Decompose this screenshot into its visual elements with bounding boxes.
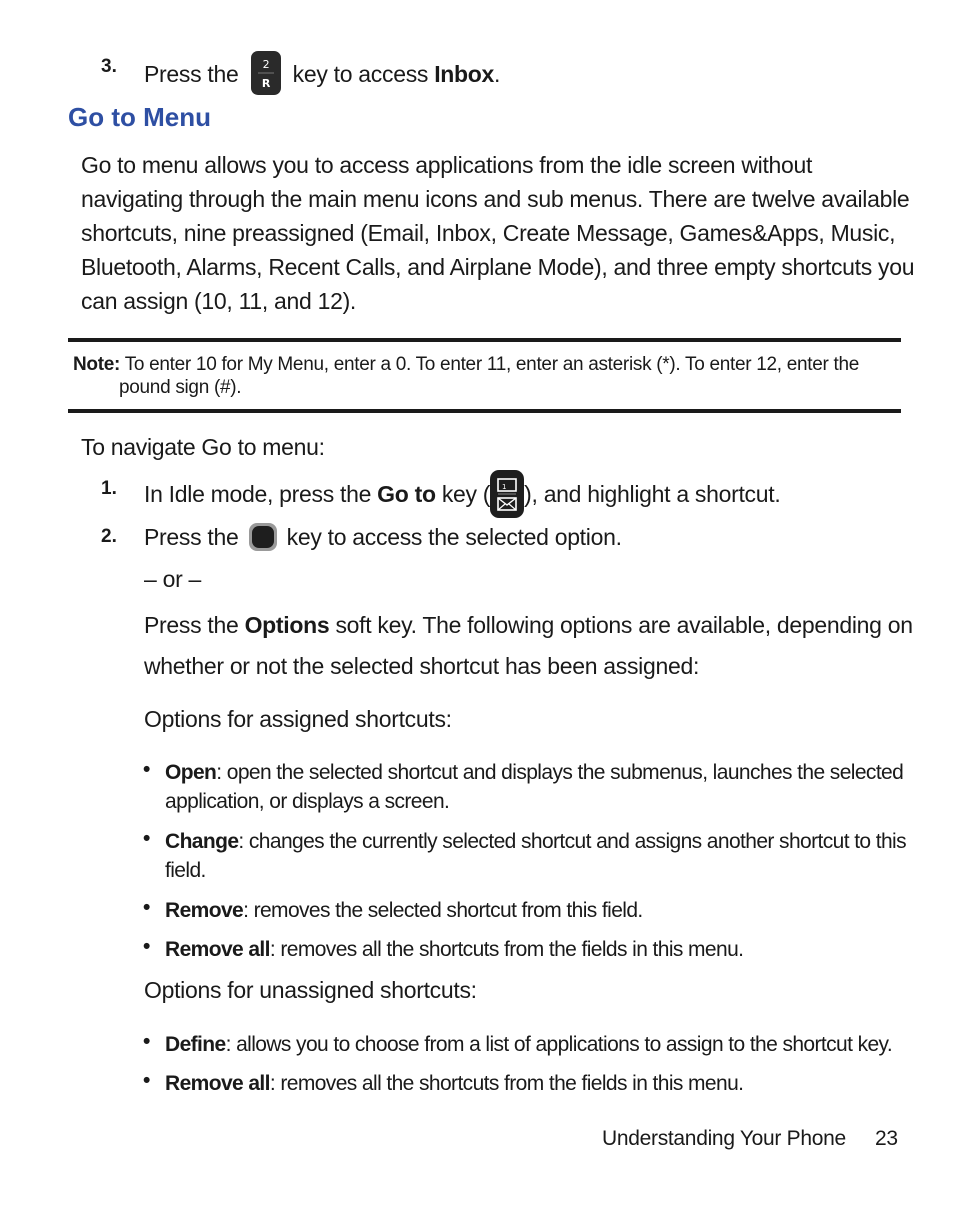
unassigned-heading: Options for unassigned shortcuts: bbox=[144, 977, 477, 1003]
step-number: 2. bbox=[101, 526, 117, 547]
assigned-heading: Options for assigned shortcuts: bbox=[144, 706, 452, 732]
page-number: 23 bbox=[875, 1127, 898, 1150]
step-text: In Idle mode, press the bbox=[144, 481, 372, 508]
bullet-item bbox=[165, 1069, 743, 1098]
bullet-item bbox=[165, 758, 903, 816]
bullet-icon: • bbox=[143, 1069, 151, 1092]
bullet-desc: : removes all the shortcuts from the fields in this menu. bbox=[269, 938, 744, 961]
para-text: Press the bbox=[144, 612, 239, 638]
inbox-label: Inbox bbox=[434, 61, 495, 88]
svg-text:R: R bbox=[261, 77, 270, 90]
para-text: soft key. The following options are available, depending on bbox=[335, 612, 913, 638]
bullet-icon: • bbox=[143, 758, 151, 781]
bullet-item bbox=[165, 1030, 892, 1059]
bullet-desc: : allows you to choose from a list of applications to assign to the shortcut key. bbox=[225, 1033, 893, 1056]
step-text: Press the bbox=[144, 524, 239, 550]
bullet-term: Remove bbox=[165, 899, 244, 922]
bullet-item bbox=[165, 935, 743, 964]
intro-line: can assign (10, 11, and 12). bbox=[81, 288, 357, 314]
select-key-icon bbox=[249, 523, 277, 551]
step-text: key ( bbox=[441, 481, 491, 508]
bullet-desc: : changes the currently selected shortcut and assigns another shortcut to this bbox=[238, 830, 907, 853]
bullet-desc: field. bbox=[165, 859, 206, 882]
footer-section-title: Understanding Your Phone bbox=[602, 1127, 846, 1150]
intro-line: navigating through the main menu icons and sub menus. There are twelve available bbox=[81, 186, 910, 212]
or-separator: – or – bbox=[144, 566, 202, 592]
note-label: Note: bbox=[73, 354, 121, 375]
note bbox=[73, 353, 859, 399]
step-text: Press the bbox=[144, 61, 239, 88]
note-text: pound sign (#). bbox=[119, 377, 242, 398]
options-label: Options bbox=[244, 612, 330, 638]
bullet-desc: : removes the selected shortcut from this field. bbox=[243, 899, 643, 922]
bullet-term: Remove all bbox=[165, 1072, 270, 1095]
bullet-term: Open bbox=[165, 761, 217, 784]
step-3-text bbox=[144, 54, 500, 98]
bullet-term: Change bbox=[165, 830, 239, 853]
step-2-text bbox=[144, 520, 622, 554]
intro-line: Go to menu allows you to access applications from the idle screen without bbox=[81, 152, 813, 178]
step-1 bbox=[101, 478, 117, 500]
options-paragraph bbox=[144, 605, 913, 687]
go-to-key-icon bbox=[490, 470, 524, 518]
bullet-term: Remove all bbox=[165, 938, 270, 961]
intro-line: Bluetooth, Alarms, Recent Calls, and Airplane Mode), and three empty shortcuts you bbox=[81, 254, 915, 280]
step-text: ), and highlight a shortcut. bbox=[524, 481, 781, 508]
step-2 bbox=[101, 526, 117, 548]
intro-paragraph bbox=[81, 148, 914, 318]
bullet-item bbox=[165, 896, 643, 925]
2-r-key-icon bbox=[251, 51, 281, 95]
step-1-text bbox=[144, 472, 780, 520]
bullet-desc: application, or displays a screen. bbox=[165, 790, 450, 813]
note-top-rule bbox=[68, 338, 901, 342]
bullet-icon: • bbox=[143, 935, 151, 958]
step-text: key to access the selected option. bbox=[286, 524, 622, 550]
step-number: 1. bbox=[101, 478, 117, 499]
step-text: key to access bbox=[292, 61, 429, 88]
note-text: To enter 10 for My Menu, enter a 0. To enter 11, enter an asterisk (*). To enter 12, enter the bbox=[124, 354, 860, 375]
bullet-term: Define bbox=[165, 1033, 226, 1056]
bullet-desc: : removes all the shortcuts from the fields in this menu. bbox=[269, 1072, 744, 1095]
bullet-desc: : open the selected shortcut and displays the submenus, launches the selected bbox=[216, 761, 904, 784]
svg-text:2: 2 bbox=[262, 58, 269, 71]
step-3 bbox=[101, 56, 117, 78]
go-to-label: Go to bbox=[377, 481, 436, 508]
para-text: whether or not the selected shortcut has been assigned: bbox=[144, 653, 700, 679]
note-bottom-rule bbox=[68, 409, 901, 413]
bullet-icon: • bbox=[143, 1030, 151, 1053]
bullet-item bbox=[165, 827, 906, 885]
bullet-icon: • bbox=[143, 827, 151, 850]
section-heading: Go to Menu bbox=[68, 102, 211, 132]
svg-text:1: 1 bbox=[502, 483, 507, 491]
step-number: 3. bbox=[101, 56, 117, 77]
step-text: . bbox=[494, 61, 501, 88]
navigate-intro: To navigate Go to menu: bbox=[81, 434, 325, 460]
intro-line: shortcuts, nine preassigned (Email, Inbox, Create Message, Games&Apps, Music, bbox=[81, 220, 896, 246]
bullet-icon: • bbox=[143, 896, 151, 919]
